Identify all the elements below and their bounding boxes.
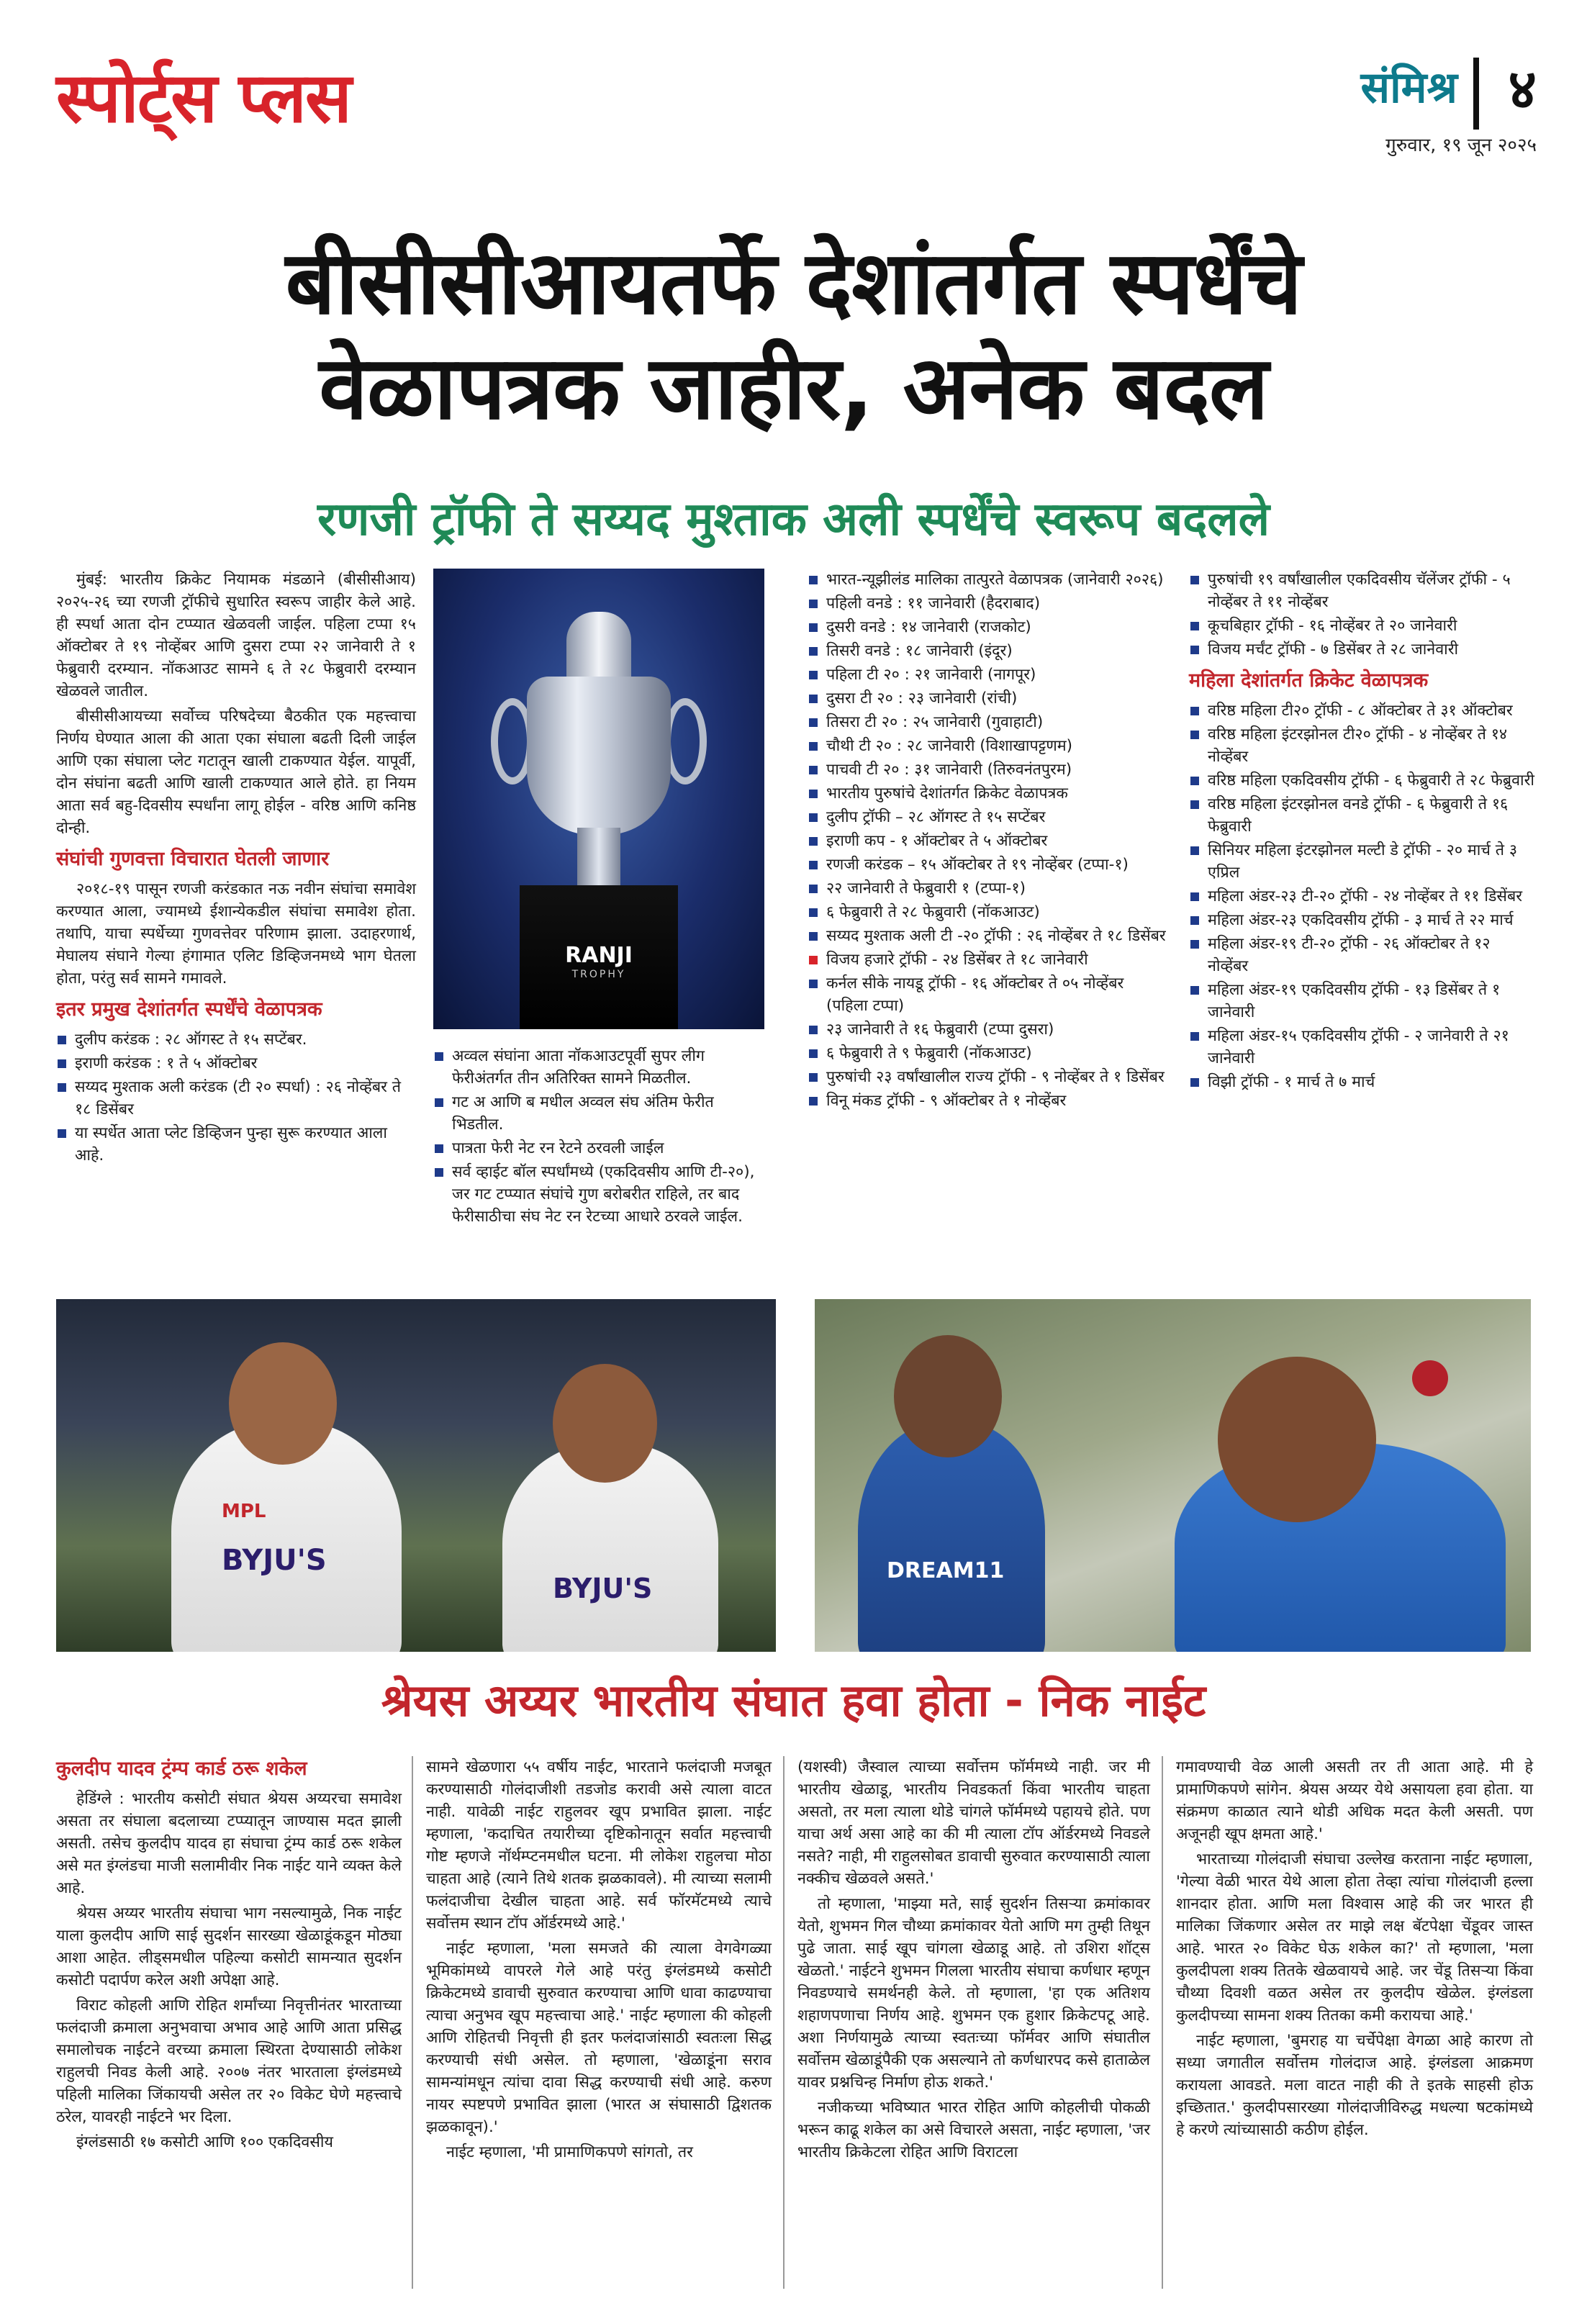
story1-column-3 [808, 569, 1167, 1113]
list-item: महिला अंडर-२३ टी-२० ट्रॉफी - २४ नोव्हेंबर ते ११ डिसेंबर [1189, 885, 1534, 908]
player-background-head [894, 1335, 1002, 1457]
kuldeep-bowling-photo [815, 1299, 1531, 1652]
list-item: २२ जानेवारी ते फेब्रुवारी १ (टप्पा-१) [808, 877, 1167, 900]
player-kuldeep-head [1218, 1357, 1376, 1522]
story2-para: तो म्हणाला, 'माझ्या मते, साई सुदर्शन तिसऱ्या क्रमांकावर येतो, शुभमन गिल चौथ्या क्रमांकावर येतो आणि मग तुम्ही तिथून पुढे जाता. साई खूप चांगला खेळाडू आहे. तो उशिरा शॉट्स खेळतो.' नाईटने शुभमन गिलला भारतीय संघाचा कर्णधार म्हणून निवडण्याचे समर्थनही केले. तो म्हणाला, 'हा एक अतिशय शहाणपणाचा निर्णय आहे. शुभमन एक हुशार क्रिकेटपटू आहे. अशा निर्णयामुळे त्याच्या स्वतःच्या फॉर्मवर आणि संघातील सर्वोत्तम खेळाडूंपैकी एक असल्याने तो कर्णधारपद कसे हाताळेल यावर प्रश्नचिन्ह निर्माण होऊ शकते.' [797, 1895, 1150, 2092]
list-item: चौथी टी २० : २८ जानेवारी (विशाखापट्टणम) [808, 735, 1167, 757]
story2-column-3 [797, 1756, 1150, 2166]
list-item: कूचबिहार ट्रॉफी - १६ नोव्हेंबर ते २० जानेवारी [1189, 615, 1534, 637]
list-item: पाचवी टी २० : ३१ जानेवारी (तिरुवनंतपुरम) [808, 759, 1167, 781]
story2-para: (यशस्वी) जैस्वाल त्याच्या सर्वोत्तम फॉर्ममध्ये नाही. जर मी भारतीय खेळाडू, भारतीय निवडकर्ता किंवा भारतीय चाहता असतो, तर मला त्याला थोडे चांगले फॉर्ममध्ये पहायचे होते. पण याचा अर्थ असा आहे का की मी त्याला टॉप ऑर्डरमध्ये निवडले नसते? नाही, मी राहुलसोबत डावाची सुरुवात करण्यासाठी त्याला नक्कीच खेळवले असते.' [797, 1758, 1150, 1888]
list-item: विजय हजारे ट्रॉफी - २४ डिसेंबर ते १८ जानेवारी [808, 949, 1167, 971]
masthead: स्पोर्ट्स प्लस [56, 58, 351, 138]
list-item: विजय मर्चंट ट्रॉफी - ७ डिसेंबर ते २८ जानेवारी [1189, 638, 1534, 661]
story2-headline: श्रेयस अय्यर भारतीय संघात हवा होता - निक नाईट [381, 1674, 1206, 1727]
story1-column-1 [56, 569, 416, 1168]
story2-para: नाईट म्हणाला, 'मी प्रामाणिकपणे सांगतो, तर [446, 2143, 693, 2161]
story2-column-4 [1176, 1756, 1533, 2144]
women-schedule-heading: महिला देशांतर्गत क्रिकेट वेळापत्रक [1189, 669, 1429, 692]
list-item: दुसरा टी २० : २३ जानेवारी (रांची) [808, 687, 1167, 710]
story2-para: श्रेयस अय्यर भारतीय संघाचा भाग नसल्यामुळे, निक नाईट याला कुलदीप आणि साई सुदर्शन सारख्या खेळाडूंकडून मोठ्या आशा आहेत. लीड्समधील पहिल्या कसोटी सामन्यात सुदर्शन कसोटी पदार्पण करेल अशी अपेक्षा आहे. [56, 1904, 402, 1989]
trophy-sublabel: TROPHY [571, 969, 626, 980]
list-item: तिसरी वनडे : १८ जानेवारी (इंदूर) [808, 640, 1167, 662]
section-label: संमिश्र [1360, 63, 1457, 113]
list-item: इराणी करंडक : १ ते ५ ऑक्टोबर [56, 1052, 416, 1075]
list-item: पुरुषांची १९ वर्षांखालील एकदिवसीय चॅलेंजर ट्रॉफी - ५ नोव्हेंबर ते ११ नोव्हेंबर [1189, 569, 1534, 613]
list-item: दुसरी वनडे : १४ जानेवारी (राजकोट) [808, 616, 1167, 638]
story2-column-1 [56, 1756, 402, 2156]
list-item: महिला अंडर-१५ एकदिवसीय ट्रॉफी - २ जानेवारी ते २१ जानेवारी [1189, 1025, 1534, 1070]
list-item: महिला अंडर-१९ एकदिवसीय ट्रॉफी - १३ डिसेंबर ते १ जानेवारी [1189, 979, 1534, 1023]
story2-para: नाईट म्हणाला, 'मला समजते की त्याला वेगवेगळ्या भूमिकांमध्ये वापरले गेले आहे परंतु इंग्लंडमध्ये कसोटी क्रिकेटमध्ये डावाची सुरुवात करण्याचा आणि धावा काढण्याचा त्याचा अनुभव खूप महत्त्वाचा आहे.' नाईट म्हणाला की कोहली आणि रोहितची निवृत्ती ही इतर फलंदाजांसाठी स्वतःला सिद्ध करण्याची संधी असेल. तो म्हणाला, 'खेळाडूंना सराव सामन्यांमधून त्यांचा दावा सिद्ध करण्याची संधी आहे. करुण नायर स्पष्टपणे प्रभावित झाला (भारत अ संघासाठी द्विशतक झळकावून).' [426, 1940, 772, 2136]
list-item: या स्पर्धेत आता प्लेट डिव्हिजन पुन्हा सुरू करण्यात आला आहे. [56, 1122, 416, 1167]
story2-para: सामने खेळणारा ५५ वर्षीय नाईट, भारताने फलंदाजी मजबूत करण्यासाठी गोलंदाजीशी तडजोड करावी असे त्याला वाटत नाही. यावेळी नाईट राहुलवर खूप प्रभावित झाला. नाईट म्हणाला, 'कदाचित तयारीच्या दृष्टिकोनातून सर्वात महत्त्वाची गोष्ट म्हणजे नॉर्थम्प्टनमधील घटना. मी लोकेश राहुलचा मोठा चाहता आहे (त्याने तिथे शतक झळकावले). मी त्याच्या सलामी फलंदाजीचा देखील चाहता आहे. सर्व फॉरमॅटमध्ये त्याचे सर्वोत्तम स्थान टॉप ऑर्डरमध्ये आहे.' [426, 1758, 772, 1932]
jersey-sponsor-3: DREAM11 [887, 1558, 1005, 1583]
story2-subheading: कुलदीप यादव ट्रंम्प कार्ड ठरू शकेल [56, 1758, 307, 1780]
cricket-ball [1412, 1360, 1448, 1396]
headline-line-2: वेळापत्रक जाहीर, अनेक बदल [319, 337, 1268, 439]
column-divider [412, 1756, 413, 2289]
story2-para: विराट कोहली आणि रोहित शर्मांच्या निवृत्तीनंतर भारताच्या फलंदाजी क्रमाला अनुभवाचा अभाव आहे आणि आता प्रसिद्ध समालोचक नाईटने वरच्या क्रमाला स्थिरता देण्यासाठी लोकेश राहुलची निवड केली आहे. २००७ नंतर भारताला इंग्लंडमध्ये पहिली मालिका जिंकायची असेल तर २० विकेट घेणे महत्त्वाचे ठरेल, यावरही नाईटने भर दिला. [56, 1997, 402, 2126]
issue-date: गुरुवार, १९ जून २०२५ [1385, 135, 1537, 156]
trophy-label: RANJI [565, 943, 633, 968]
story1-subheading-quality: संघांची गुणवत्ता विचारात घेतली जाणार [56, 848, 330, 870]
story2-para: हेडिंग्ले : भारतीय कसोटी संघात श्रेयस अय्यरचा समावेश असता तर संघाला बदलाच्या टप्प्यातून जाण्यास मदत झाली असती. तसेच कुलदीप यादव हा संघाचा ट्रंम्प कार्ड ठरू शकेल असे मत इंग्लंडचा माजी सलामीवीर निक नाईट याने व्यक्त केले आहे. [56, 1790, 402, 1897]
list-item: वरिष्ठ महिला इंटरझोनल टी२० ट्रॉफी - ४ नोव्हेंबर ते १४ नोव्हेंबर [1189, 723, 1534, 768]
women-schedule-list [1189, 700, 1534, 1093]
jersey-brand-1: MPL [222, 1501, 266, 1522]
list-item: २३ जानेवारी ते १६ फेब्रुवारी (टप्पा दुसरा) [808, 1018, 1167, 1041]
men-domestic-schedule-list [808, 569, 1167, 1112]
story2-para: भारताच्या गोलंदाजी संघाचा उल्लेख करताना नाईट म्हणाला, 'गेल्या वेळी भारत येथे आला होता तेव्हा त्यांचा गोलंदाजी हल्ला शानदार होता. आणि मला विश्वास आहे की जर भारत ही मालिका जिंकणार असेल तर माझे लक्ष बॅटपेक्षा चेंडूवर जास्त आहे. भारत २० विकेट घेऊ शकेल का?' तो म्हणाला, 'मला कुलदीपला शक्य तितके खेळवायचे आहे. जर चेंडू तिसऱ्या किंवा चौथ्या दिवशी वळत असेल तर कुलदीप खेळेल. इंग्लंडला कुलदीपच्या सामना शक्य तितका कमी करायचा आहे.' [1176, 1850, 1533, 2025]
story1-para-1: मुंबई: भारतीय क्रिकेट नियामक मंडळाने (बीसीसीआय) २०२५-२६ च्या रणजी ट्रॉफीचे सुधारित स्वरूप जाहीर केले आहे. ही स्पर्धा आता दोन टप्प्यात खेळवली जाईल. पहिला टप्पा १५ ऑक्टोबर ते १९ नोव्हेंबर आणि दुसरा टप्पा २२ जानेवारी ते १ फेब्रुवारी दरम्यान. नॉकआउट सामने ६ ते २८ फेब्रुवारी दरम्यान खेळवले जातील. [56, 571, 416, 700]
story1-rules-list [433, 1045, 764, 1228]
list-item: सय्यद मुश्ताक अली करंडक (टी २० स्पर्धा) : २६ नोव्हेंबर ते १८ डिसेंबर [56, 1076, 416, 1121]
list-item: दुलीप करंडक : २८ ऑगस्ट ते १५ सप्टेंबर. [56, 1028, 416, 1051]
story2-para: गमावण्याची वेळ आली असती तर ती आता आहे. मी हे प्रामाणिकपणे सांगेन. श्रेयस अय्यर येथे असायला हवा होता. या संक्रमण काळात त्याने थोडी अधिक मदत केली असती. पण अजूनही खूप क्षमता आहे.' [1176, 1758, 1533, 1843]
column-divider [1162, 1756, 1163, 2289]
story2-para: नजीकच्या भविष्यात भारत रोहित आणि कोहलीची पोकळी भरून काढू शकेल का असे विचारले असता, नाईट म्हणाला, 'जर भारतीय क्रिकेटला रोहित आणि विराटला [797, 2099, 1150, 2161]
list-item: पहिली वनडे : ११ जानेवारी (हैदराबाद) [808, 592, 1167, 615]
story1-column-2 [433, 1045, 764, 1229]
list-item: विझी ट्रॉफी - १ मार्च ते ७ मार्च [1189, 1071, 1534, 1093]
list-item: वरिष्ठ महिला टी२० ट्रॉफी - ८ ऑक्टोबर ते ३१ ऑक्टोबर [1189, 700, 1534, 722]
list-item: महिला अंडर-१९ टी-२० ट्रॉफी - २६ ऑक्टोबर ते १२ नोव्हेंबर [1189, 933, 1534, 977]
trophy-lid [566, 612, 631, 684]
list-item: विनू मंकड ट्रॉफी - ९ ऑक्टोबर ते १ नोव्हेंबर [808, 1090, 1167, 1112]
sub-headline: रणजी ट्रॉफी ते सय्यद मुश्ताक अली स्पर्धेंचे स्वरूप बदलले [317, 493, 1270, 546]
column-divider [783, 1756, 785, 2289]
list-item: पहिला टी २० : २१ जानेवारी (नागपूर) [808, 664, 1167, 686]
story1-para-3: २०१८-१९ पासून रणजी करंडकात नऊ नवीन संघांचा समावेश करण्यात आला, ज्यामध्ये ईशान्येकडील संघांचा समावेश होता. तथापि, याचा स्पर्धेच्या गुणवत्तेवर परिणाम झाला. उदाहरणार्थ, मेघालय संघाने गेल्या हंगामात एलिट डिव्हिजनमध्ये भाग घेतला होता, परंतु सर्व सामने गमावले. [56, 880, 416, 987]
jersey-sponsor-2: BYJU'S [553, 1573, 653, 1604]
jersey-sponsor-1: BYJU'S [222, 1544, 327, 1577]
list-item: पुरुषांची २३ वर्षांखालील राज्य ट्रॉफी - ९ नोव्हेंबर ते १ डिसेंबर [808, 1066, 1167, 1088]
list-item: वरिष्ठ महिला इंटरझोनल वनडे ट्रॉफी - ६ फेब्रुवारी ते १६ फेब्रुवारी [1189, 793, 1534, 838]
story1-para-2: बीसीसीआयच्या सर्वोच्च परिषदेच्या बैठकीत एक महत्त्वाचा निर्णय घेण्यात आला की आता एका संघाला बढती दिली जाईल आणि एका संघाला प्लेट गटातून खाली टाकण्यात येईल. यापूर्वी, दोन संघांना बढती आणि खाली टाकण्यात आले होते. हा नियम आता सर्व बहु-दिवसीय स्पर्धांना लागू होईल - वरिष्ठ आणि कनिष्ठ दोन्ही. [56, 707, 416, 837]
list-item: भारत-न्यूझीलंड मालिका तात्पुरते वेळापत्रक (जानेवारी २०२६) [808, 569, 1167, 591]
story1-subheading-schedule: इतर प्रमुख देशांतर्गत स्पर्धेंचे वेळापत्रक [56, 998, 322, 1021]
list-item: ६ फेब्रुवारी ते २८ फेब्रुवारी (नॉकआउट) [808, 901, 1167, 923]
list-item: भारतीय पुरुषांचे देशांतर्गत क्रिकेट वेळापत्रक [808, 782, 1167, 805]
headline-line-1: बीसीसीआयतर्फे देशांतर्गत स्पर्धेंचे [285, 232, 1302, 334]
story2-column-2 [426, 1756, 772, 2166]
list-item: महिला अंडर-२३ एकदिवसीय ट्रॉफी - ३ मार्च ते २२ मार्च [1189, 909, 1534, 931]
story1-schedule-list [56, 1028, 416, 1167]
story2-para: नाईट म्हणाला, 'बुमराह या चर्चेपेक्षा वेगळा आहे कारण तो सध्या जगातील सर्वोत्तम गोलंदाज आहे. इंग्लंडला आक्रमण करायला आवडते. मला वाटत नाही की ते इतके साहसी होऊ इच्छितात.' कुलदीपसारख्या गोलंदाजीविरुद्ध मधल्या षटकांमध्ये हे करणे त्यांच्यासाठी कठीण होईल. [1176, 2032, 1533, 2139]
story1-column-4 [1189, 569, 1534, 1095]
list-item: अव्वल संघांना आता नॉकआउटपूर्वी सुपर लीग फेरीअंतर्गत तीन अतिरिक्त सामने मिळतील. [433, 1045, 764, 1090]
list-item: वरिष्ठ महिला एकदिवसीय ट्रॉफी - ६ फेब्रुवारी ते २८ फेब्रुवारी [1189, 769, 1534, 792]
header-divider [1473, 58, 1479, 130]
list-item: दुलीप ट्रॉफी – २८ ऑगस्ट ते १५ सप्टेंबर [808, 806, 1167, 828]
list-item: तिसरा टी २० : २५ जानेवारी (गुवाहाटी) [808, 711, 1167, 733]
trophy-cup [527, 677, 671, 835]
player-iyer-head [229, 1342, 337, 1465]
page-number: ४ [1508, 57, 1537, 121]
story2-para: इंग्लंडसाठी १७ कसोटी आणि १०० एकदिवसीय [76, 2133, 333, 2151]
list-item: कर्नल सीके नायडू ट्रॉफी - १६ ऑक्टोबर ते ०५ नोव्हेंबर (पहिला टप्पा) [808, 972, 1167, 1017]
list-item: सय्यद मुश्ताक अली टी -२० ट्रॉफी : २६ नोव्हेंबर ते १८ डिसेंबर [808, 925, 1167, 947]
list-item: इराणी कप - १ ऑक्टोबर ते ५ ऑक्टोबर [808, 830, 1167, 852]
list-item: गट अ आणि ब मधील अव्वल संघ अंतिम फेरीत भिडतील. [433, 1091, 764, 1136]
list-item: सिनियर महिला इंटरझोनल मल्टी डे ट्रॉफी - २० मार्च ते ३ एप्रिल [1189, 839, 1534, 884]
player-bumrah-head [553, 1364, 657, 1483]
trophy-stem [577, 828, 620, 885]
iyer-bumrah-photo [56, 1299, 776, 1652]
main-headline [0, 230, 1587, 440]
list-item: रणजी करंडक – १५ ऑक्टोबर ते १९ नोव्हेंबर (टप्पा-१) [808, 854, 1167, 876]
list-item: ६ फेब्रुवारी ते ९ फेब्रुवारी (नॉकआउट) [808, 1042, 1167, 1064]
list-item: पात्रता फेरी नेट रन रेटने ठरवली जाईल [433, 1137, 764, 1159]
ranji-trophy-photo [433, 569, 764, 1029]
junior-schedule-list [1189, 569, 1534, 661]
list-item: सर्व व्हाईट बॉल स्पर्धांमध्ये (एकदिवसीय आणि टी-२०), जर गट टप्प्यात संघांचे गुण बरोबरीत राहिले, तर बाद फेरीसाठीचा संघ नेट रन रेटच्या आधारे ठरवले जाईल. [433, 1161, 764, 1228]
